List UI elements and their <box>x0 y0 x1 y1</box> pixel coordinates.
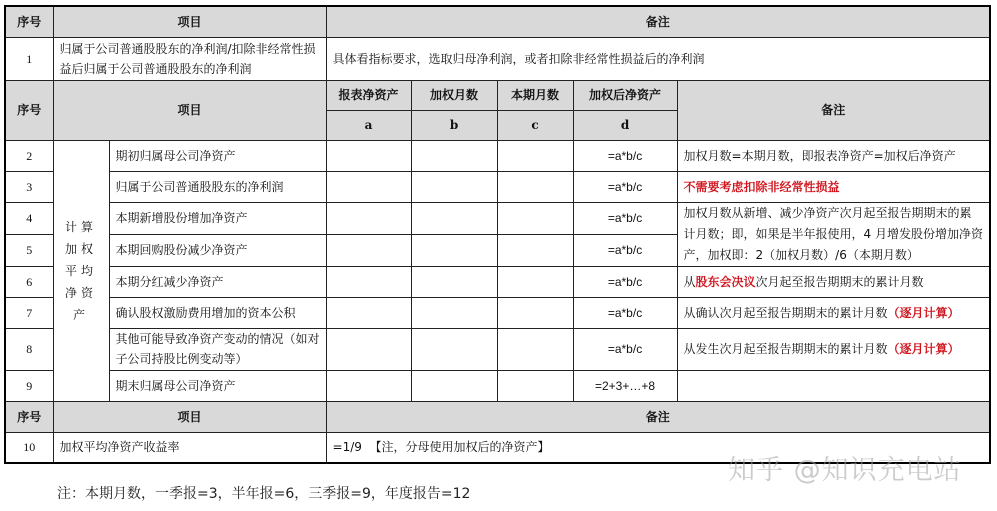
row-note <box>677 370 990 401</box>
table-row <box>5 370 990 401</box>
row-seq: 3 <box>5 171 53 202</box>
header-item: 项目 <box>53 80 326 140</box>
row-note <box>677 297 990 328</box>
cell-b <box>411 297 497 328</box>
row-seq: 2 <box>5 140 53 171</box>
cell-c <box>497 370 573 401</box>
row-note <box>677 328 990 370</box>
header-item: 项目 <box>53 6 326 37</box>
row-item: 归属于公司普通股股东的净利润 <box>109 171 326 202</box>
cell-a <box>326 266 411 297</box>
row-seq: 8 <box>5 328 53 370</box>
row-item: 归属于公司普通股股东的净利润/扣除非经常性损益后归属于公司普通股股东的净利润 <box>53 37 326 80</box>
cell-b <box>411 140 497 171</box>
cell-d: =a*b/c <box>573 234 677 266</box>
row-item: 其他可能导致净资产变动的情况（如对子公司持股比例变动等） <box>109 328 326 370</box>
header-note: 备注 <box>677 80 990 140</box>
cell-a <box>326 171 411 202</box>
cell-c <box>497 140 573 171</box>
section3-header-row <box>5 401 990 432</box>
row-seq: 6 <box>5 266 53 297</box>
row-item: 确认股权激励费用增加的资本公积 <box>109 297 326 328</box>
watermark: 知乎 @知识充电站 <box>728 455 962 486</box>
cell-c <box>497 202 573 234</box>
row-item: 期末归属母公司净资产 <box>109 370 326 401</box>
cell-a <box>326 328 411 370</box>
table-row <box>5 297 990 328</box>
row-seq: 5 <box>5 234 53 266</box>
table-row <box>5 37 990 80</box>
cell-d: =a*b/c <box>573 140 677 171</box>
cell-d: =a*b/c <box>573 266 677 297</box>
row-seq: 10 <box>5 432 53 463</box>
subheader-c: c <box>497 110 573 140</box>
row-seq: 1 <box>5 37 53 80</box>
cell-a <box>326 234 411 266</box>
cell-b <box>411 171 497 202</box>
note-highlight: （逐月计算） <box>887 342 960 356</box>
header-col-b: 加权月数 <box>411 80 497 110</box>
header-note: 备注 <box>326 401 990 432</box>
group-label: 计算加权平均净资产 <box>53 140 109 401</box>
cell-a <box>326 140 411 171</box>
row-seq: 9 <box>5 370 53 401</box>
row-seq: 7 <box>5 297 53 328</box>
row-note: 加权月数=本期月数，即报表净资产=加权后净资产 <box>677 140 990 171</box>
header-col-c: 本期月数 <box>497 80 573 110</box>
roe-calculation-table <box>4 5 991 464</box>
cell-b <box>411 370 497 401</box>
header-item: 项目 <box>53 401 326 432</box>
cell-d: =2+3+…+8 <box>573 370 677 401</box>
cell-c <box>497 266 573 297</box>
header-seq: 序号 <box>5 401 53 432</box>
cell-a <box>326 297 411 328</box>
row-note-merged: 加权月数从新增、减少净资产次月起至报告期期末的累计月数；即，如果是半年报使用，4 月增发股份增加净资产，加权即：2（加权月数）/6（本期月数） <box>677 202 990 266</box>
cell-b <box>411 234 497 266</box>
cell-d: =a*b/c <box>573 297 677 328</box>
row-item: 本期新增股份增加净资产 <box>109 202 326 234</box>
cell-c <box>497 234 573 266</box>
header-col-d: 加权后净资产 <box>573 80 677 110</box>
cell-c <box>497 328 573 370</box>
cell-a <box>326 202 411 234</box>
section2-header-row <box>5 80 990 110</box>
cell-b <box>411 266 497 297</box>
subheader-d: d <box>573 110 677 140</box>
section1-header-row <box>5 6 990 37</box>
row-note: 不需要考虑扣除非经常性损益 <box>677 171 990 202</box>
note-highlight: 股东会决议 <box>695 274 756 289</box>
table-row <box>5 202 990 234</box>
header-seq: 序号 <box>5 6 53 37</box>
cell-c <box>497 171 573 202</box>
header-seq: 序号 <box>5 80 53 140</box>
header-col-a: 报表净资产 <box>326 80 411 110</box>
note-highlight: （逐月计算） <box>887 305 960 320</box>
cell-d: =a*b/c <box>573 328 677 370</box>
cell-d: =a*b/c <box>573 171 677 202</box>
row-item: 期初归属母公司净资产 <box>109 140 326 171</box>
footer-note: 注：本期月数，一季报=3，半年报=6，三季报=9，年度报告=12 <box>57 486 471 502</box>
cell-b <box>411 202 497 234</box>
row-note <box>677 266 990 297</box>
subheader-a: a <box>326 110 411 140</box>
note-text: 从 <box>683 274 696 289</box>
row-seq: 4 <box>5 202 53 234</box>
note-text: 从发生次月起至报告期期末的累计月数 <box>683 342 888 356</box>
row-note: =1/9 【注，分母使用加权后的净资产】 <box>326 432 990 463</box>
table-row <box>5 266 990 297</box>
subheader-b: b <box>411 110 497 140</box>
row-item: 本期回购股份减少净资产 <box>109 234 326 266</box>
cell-b <box>411 328 497 370</box>
cell-c <box>497 297 573 328</box>
table-row <box>5 328 990 370</box>
header-note: 备注 <box>326 6 990 37</box>
table-row <box>5 140 990 171</box>
row-note: 具体看指标要求，选取归母净利润，或者扣除非经常性损益后的净利润 <box>326 37 990 80</box>
note-text: 次月起至报告期期末的累计月数 <box>755 274 924 289</box>
row-item: 本期分红减少净资产 <box>109 266 326 297</box>
row-item: 加权平均净资产收益率 <box>53 432 326 463</box>
cell-a <box>326 370 411 401</box>
note-text: 从确认次月起至报告期期末的累计月数 <box>683 305 888 320</box>
table-row <box>5 171 990 202</box>
cell-d: =a*b/c <box>573 202 677 234</box>
